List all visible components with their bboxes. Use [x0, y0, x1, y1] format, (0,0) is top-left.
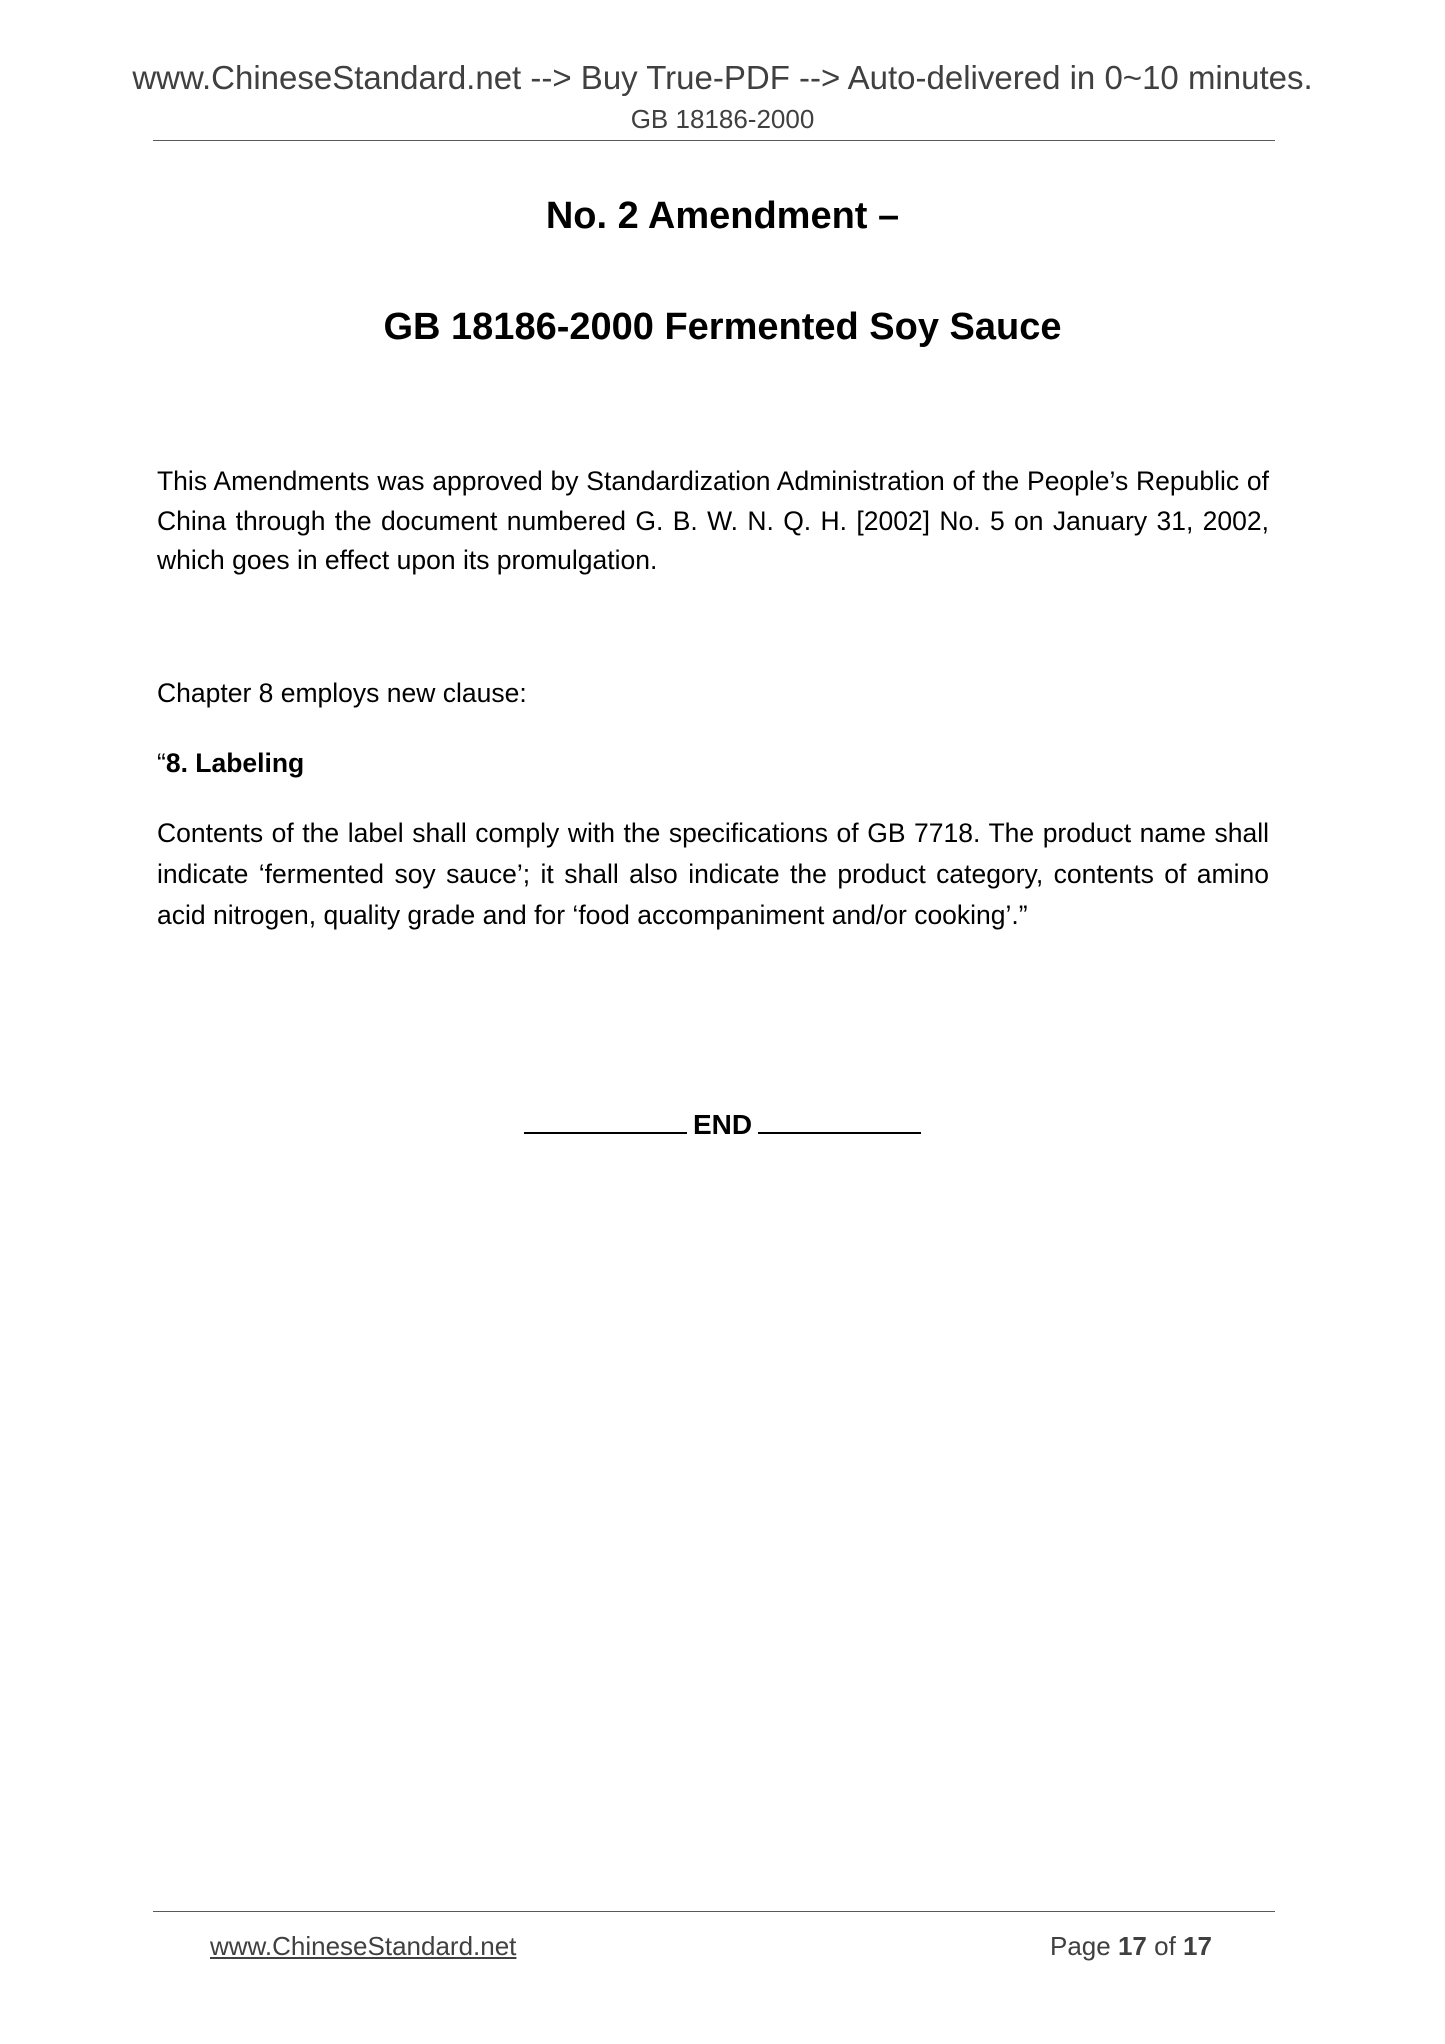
approval-paragraph: This Amendments was approved by Standardization Administration of the People’s Republic of China through the document numbered G. B. W. N. Q. H. [2002] No. 5 on January 31, 2002, which goes in effect upon its promulgation. [157, 466, 1269, 575]
page-indicator [1050, 1930, 1212, 1962]
page-current: 17 [1117, 1931, 1147, 1961]
clause-heading-text: 8. Labeling [165, 748, 305, 778]
amendment-title: No. 2 Amendment – [545, 195, 900, 237]
chapter-intro: Chapter 8 employs new clause: [157, 678, 527, 708]
clause-open-quote: “ [157, 748, 166, 778]
end-label: END [692, 1109, 753, 1140]
page-total: 17 [1183, 1931, 1212, 1961]
footer-divider [153, 1911, 1275, 1912]
clause-contents: Contents of the label shall comply with the specifications of GB 7718. The product name shall indicate ‘fermented soy sauce’; it shall also indicate the product category, contents of amino acid nitrogen, quality grade and for ‘food accompaniment and/or cooking’.” [157, 818, 1269, 930]
footer-website-link[interactable]: www.ChineseStandard.net [210, 1931, 517, 1961]
end-rule-left [524, 1106, 687, 1134]
header-doc-number: GB 18186-2000 [630, 104, 815, 134]
page-of: of [1154, 1931, 1176, 1961]
clause-heading [157, 744, 1269, 784]
header-banner: www.ChineseStandard.net --> Buy True-PDF --> Auto-delivered in 0~10 minutes. [132, 59, 1313, 96]
header-divider [153, 140, 1275, 141]
page-prefix: Page [1050, 1931, 1111, 1961]
end-marker [0, 1106, 1445, 1143]
end-rule-right [758, 1106, 921, 1134]
standard-title: GB 18186-2000 Fermented Soy Sauce [383, 306, 1062, 348]
